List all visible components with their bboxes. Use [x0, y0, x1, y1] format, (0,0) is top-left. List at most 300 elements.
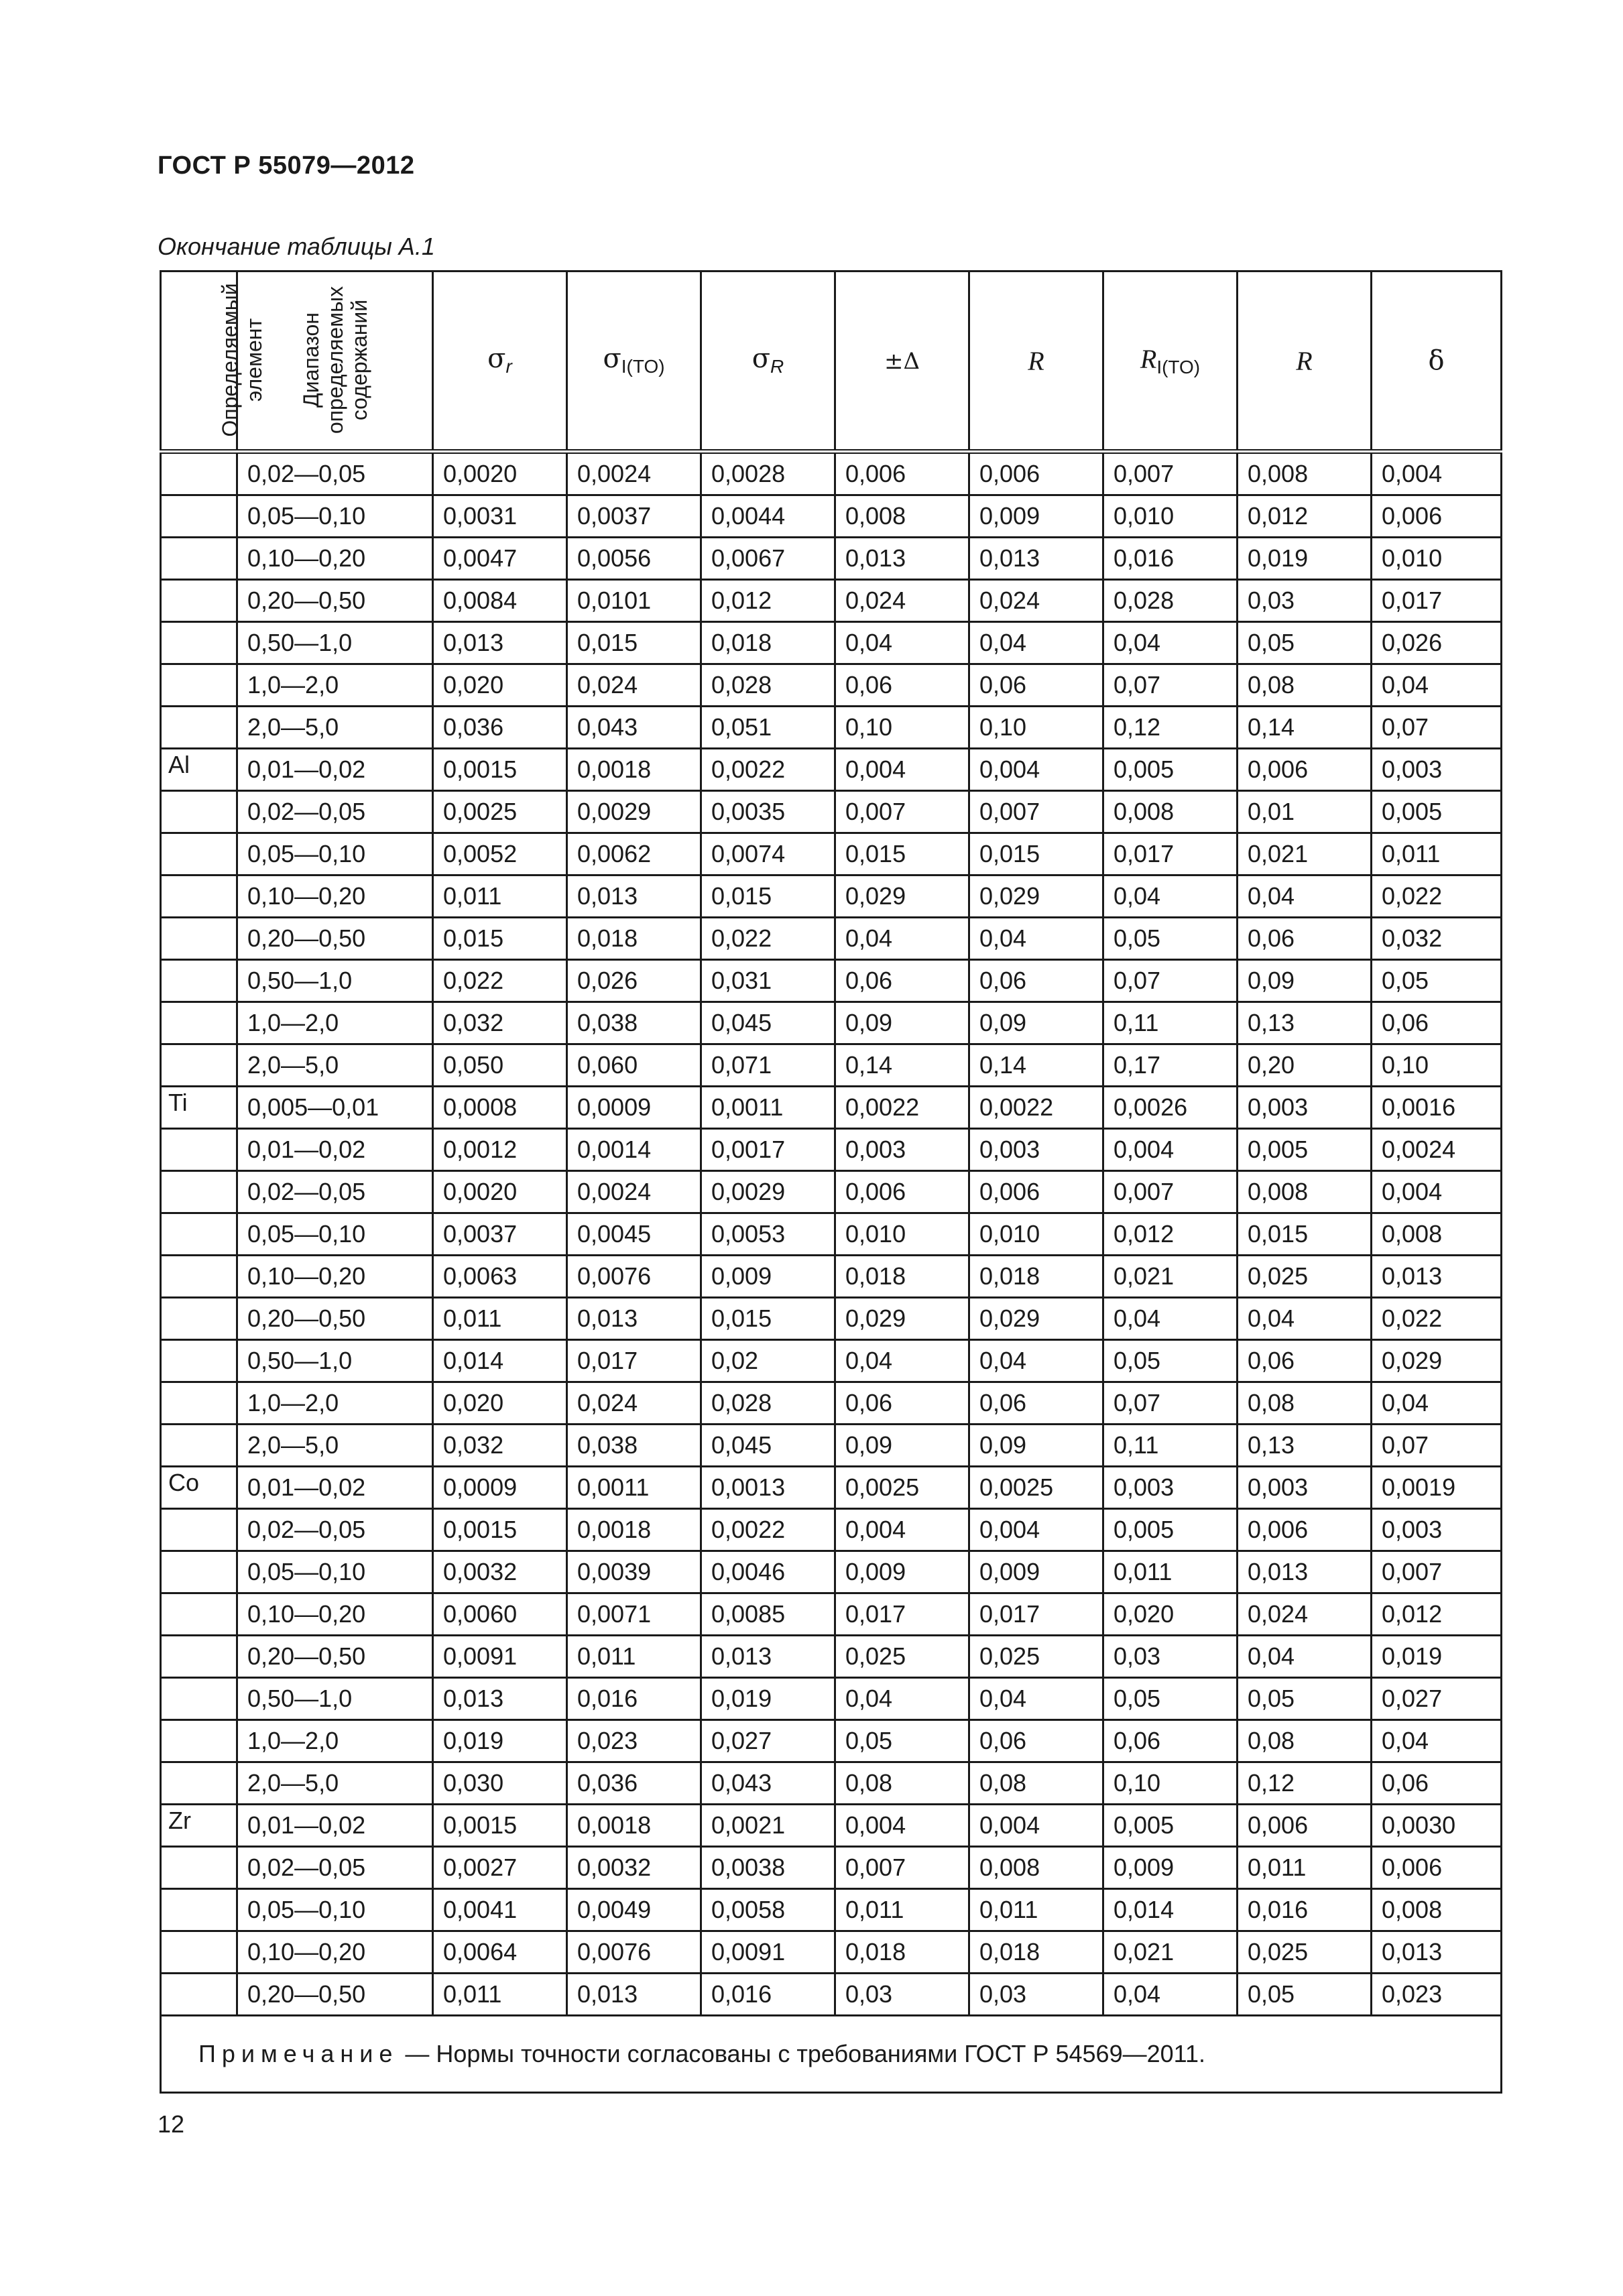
range-cell: 1,0—2,0 [237, 664, 433, 707]
value-cell: 0,022 [433, 960, 567, 1002]
value-cell: 0,021 [1103, 1256, 1238, 1298]
value-cell: 0,0009 [433, 1467, 567, 1509]
value-cell: 0,029 [969, 875, 1103, 918]
value-cell: 0,06 [1372, 1002, 1502, 1044]
table-header-row [161, 271, 1502, 452]
value-cell: 0,028 [701, 1382, 835, 1425]
note-text: — Нормы точности согласованы с требованиями ГОСТ Р 54569—2011. [398, 2040, 1206, 2067]
value-cell: 0,006 [1372, 495, 1502, 538]
value-cell: 0,0037 [433, 1213, 567, 1256]
table-row [161, 960, 1502, 1002]
element-cell [161, 1509, 237, 1551]
value-cell: 0,04 [1238, 1636, 1372, 1678]
value-cell: 0,005 [1238, 1129, 1372, 1171]
value-cell: 0,0018 [567, 1509, 701, 1551]
value-cell: 0,038 [567, 1425, 701, 1467]
value-cell: 0,008 [1238, 452, 1372, 495]
table-row [161, 1678, 1502, 1720]
value-cell: 0,08 [1238, 1382, 1372, 1425]
value-cell: 0,06 [835, 960, 969, 1002]
value-cell: 0,025 [1238, 1931, 1372, 1974]
subscript: I(TO) [621, 356, 665, 377]
range-cell: 2,0—5,0 [237, 707, 433, 749]
element-cell [161, 1298, 237, 1340]
column-header-small-delta [1372, 271, 1502, 452]
value-cell: 0,008 [1238, 1171, 1372, 1213]
value-cell: 0,09 [1238, 960, 1372, 1002]
value-cell: 0,013 [567, 875, 701, 918]
element-cell [161, 1678, 237, 1720]
value-cell: 0,010 [969, 1213, 1103, 1256]
range-cell: 0,50—1,0 [237, 1340, 433, 1382]
element-cell [161, 1636, 237, 1678]
range-cell: 0,05—0,10 [237, 1213, 433, 1256]
table-caption: Окончание таблицы А.1 [158, 233, 435, 260]
value-cell: 0,004 [969, 1805, 1103, 1847]
value-cell: 0,05 [1372, 960, 1502, 1002]
table-body [161, 452, 1502, 2016]
value-cell: 0,007 [835, 791, 969, 833]
value-cell: 0,006 [835, 1171, 969, 1213]
value-cell: 0,003 [1238, 1467, 1372, 1509]
table-row [161, 749, 1502, 791]
value-cell: 0,0031 [433, 495, 567, 538]
range-cell: 0,10—0,20 [237, 538, 433, 580]
value-cell: 0,0035 [701, 791, 835, 833]
value-cell: 0,13 [1238, 1002, 1372, 1044]
value-cell: 0,019 [701, 1678, 835, 1720]
value-cell: 0,05 [1103, 1678, 1238, 1720]
value-cell: 0,04 [969, 918, 1103, 960]
value-cell: 0,025 [969, 1636, 1103, 1678]
element-cell [161, 1002, 237, 1044]
element-cell [161, 580, 237, 622]
subscript: r [505, 356, 512, 377]
value-cell: 0,004 [835, 749, 969, 791]
value-cell: 0,08 [1238, 664, 1372, 707]
value-cell: 0,05 [1238, 1678, 1372, 1720]
value-cell: 0,015 [567, 622, 701, 664]
table-row [161, 1256, 1502, 1298]
table-row [161, 580, 1502, 622]
value-cell: 0,10 [1372, 1044, 1502, 1087]
value-cell: 0,071 [701, 1044, 835, 1087]
value-cell: 0,14 [835, 1044, 969, 1087]
document-title: ГОСТ Р 55079—2012 [158, 152, 415, 180]
table-row [161, 1847, 1502, 1889]
value-cell: 0,04 [1103, 622, 1238, 664]
value-cell: 0,0085 [701, 1593, 835, 1636]
range-cell: 1,0—2,0 [237, 1382, 433, 1425]
column-header-range [237, 271, 433, 452]
value-cell: 0,013 [835, 538, 969, 580]
value-cell: 0,13 [1238, 1425, 1372, 1467]
value-cell: 0,0014 [567, 1129, 701, 1171]
value-cell: 0,08 [1238, 1720, 1372, 1762]
value-cell: 0,14 [1238, 707, 1372, 749]
value-cell: 0,020 [433, 1382, 567, 1425]
table-row [161, 1044, 1502, 1087]
value-cell: 0,007 [969, 791, 1103, 833]
table-row [161, 707, 1502, 749]
value-cell: 0,011 [567, 1636, 701, 1678]
element-cell: Al [161, 749, 237, 791]
value-cell: 0,0056 [567, 538, 701, 580]
value-cell: 0,0037 [567, 495, 701, 538]
table-row [161, 833, 1502, 875]
value-cell: 0,030 [433, 1762, 567, 1805]
value-cell: 0,016 [701, 1974, 835, 2016]
value-cell: 0,032 [433, 1425, 567, 1467]
value-cell: 0,023 [567, 1720, 701, 1762]
value-cell: 0,029 [1372, 1340, 1502, 1382]
value-cell: 0,004 [1372, 452, 1502, 495]
value-cell: 0,04 [835, 1678, 969, 1720]
element-cell [161, 875, 237, 918]
value-cell: 0,043 [567, 707, 701, 749]
value-cell: 0,01 [1238, 791, 1372, 833]
subscript: I(TO) [1156, 357, 1201, 378]
value-cell: 0,045 [701, 1002, 835, 1044]
value-cell: 0,05 [1103, 918, 1238, 960]
table-row [161, 1551, 1502, 1593]
value-cell: 0,07 [1372, 707, 1502, 749]
note-row [161, 2016, 1502, 2093]
value-cell: 0,008 [969, 1847, 1103, 1889]
range-cell: 0,01—0,02 [237, 1129, 433, 1171]
r-symbol: R [1028, 345, 1044, 376]
value-cell: 0,03 [835, 1974, 969, 2016]
value-cell: 0,010 [1372, 538, 1502, 580]
value-cell: 0,17 [1103, 1044, 1238, 1087]
value-cell: 0,0062 [567, 833, 701, 875]
value-cell: 0,0022 [969, 1087, 1103, 1129]
range-cell: 0,20—0,50 [237, 1298, 433, 1340]
table-row [161, 1087, 1502, 1129]
range-cell: 0,20—0,50 [237, 580, 433, 622]
value-cell: 0,0022 [701, 1509, 835, 1551]
value-cell: 0,08 [835, 1762, 969, 1805]
value-cell: 0,025 [1238, 1256, 1372, 1298]
table-row [161, 1213, 1502, 1256]
value-cell: 0,12 [1103, 707, 1238, 749]
value-cell: 0,0064 [433, 1931, 567, 1974]
value-cell: 0,017 [969, 1593, 1103, 1636]
value-cell: 0,04 [1372, 1382, 1502, 1425]
value-cell: 0,06 [835, 664, 969, 707]
value-cell: 0,021 [1103, 1931, 1238, 1974]
value-cell: 0,03 [969, 1974, 1103, 2016]
value-cell: 0,0024 [567, 452, 701, 495]
value-cell: 0,005 [1103, 1805, 1238, 1847]
value-cell: 0,11 [1103, 1425, 1238, 1467]
value-cell: 0,007 [1372, 1551, 1502, 1593]
column-header-r-ito [1103, 271, 1238, 452]
value-cell: 0,020 [1103, 1593, 1238, 1636]
value-cell: 0,013 [567, 1298, 701, 1340]
value-cell: 0,0026 [1103, 1087, 1238, 1129]
table-row [161, 538, 1502, 580]
value-cell: 0,0074 [701, 833, 835, 875]
value-cell: 0,051 [701, 707, 835, 749]
value-cell: 0,022 [1372, 1298, 1502, 1340]
value-cell: 0,004 [1103, 1129, 1238, 1171]
table-row [161, 1425, 1502, 1467]
value-cell: 0,015 [701, 1298, 835, 1340]
value-cell: 0,0032 [567, 1847, 701, 1889]
range-cell: 2,0—5,0 [237, 1044, 433, 1087]
element-cell [161, 452, 237, 495]
element-cell [161, 538, 237, 580]
value-cell: 0,004 [969, 1509, 1103, 1551]
value-cell: 0,003 [1372, 1509, 1502, 1551]
element-cell [161, 1044, 237, 1087]
value-cell: 0,008 [1103, 791, 1238, 833]
column-header-sigma-big-r [701, 271, 835, 452]
value-cell: 0,027 [1372, 1678, 1502, 1720]
value-cell: 0,022 [701, 918, 835, 960]
range-cell: 2,0—5,0 [237, 1762, 433, 1805]
range-cell: 0,01—0,02 [237, 1467, 433, 1509]
value-cell: 0,04 [969, 1340, 1103, 1382]
value-cell: 0,06 [1238, 1340, 1372, 1382]
value-cell: 0,018 [567, 918, 701, 960]
table-row [161, 791, 1502, 833]
value-cell: 0,006 [1238, 1805, 1372, 1847]
value-cell: 0,003 [1372, 749, 1502, 791]
value-cell: 0,05 [835, 1720, 969, 1762]
value-cell: 0,0027 [433, 1847, 567, 1889]
range-cell: 0,05—0,10 [237, 1551, 433, 1593]
range-cell: 0,20—0,50 [237, 918, 433, 960]
value-cell: 0,0011 [567, 1467, 701, 1509]
table-row [161, 664, 1502, 707]
range-cell: 0,05—0,10 [237, 495, 433, 538]
value-cell: 0,017 [567, 1340, 701, 1382]
value-cell: 0,015 [1238, 1213, 1372, 1256]
value-cell: 0,016 [567, 1678, 701, 1720]
value-cell: 0,06 [1372, 1762, 1502, 1805]
value-cell: 0,050 [433, 1044, 567, 1087]
small-delta-symbol: δ [1428, 345, 1445, 376]
value-cell: 0,0030 [1372, 1805, 1502, 1847]
value-cell: 0,012 [1238, 495, 1372, 538]
value-cell: 0,06 [969, 1382, 1103, 1425]
value-cell: 0,013 [1372, 1256, 1502, 1298]
value-cell: 0,028 [701, 664, 835, 707]
table-row [161, 495, 1502, 538]
range-cell: 0,02—0,05 [237, 791, 433, 833]
sigma-symbol: σ [752, 343, 771, 375]
value-cell: 0,04 [1238, 875, 1372, 918]
value-cell: 0,019 [1238, 538, 1372, 580]
column-header-r [969, 271, 1103, 452]
element-cell [161, 833, 237, 875]
value-cell: 0,011 [835, 1889, 969, 1931]
value-cell: 0,004 [835, 1805, 969, 1847]
value-cell: 0,0019 [1372, 1467, 1502, 1509]
table-row [161, 622, 1502, 664]
value-cell: 0,005 [1103, 749, 1238, 791]
value-cell: 0,04 [969, 622, 1103, 664]
value-cell: 0,003 [1103, 1467, 1238, 1509]
value-cell: 0,029 [969, 1298, 1103, 1340]
value-cell: 0,003 [969, 1129, 1103, 1171]
range-cell: 0,10—0,20 [237, 875, 433, 918]
value-cell: 0,0091 [433, 1636, 567, 1678]
value-cell: 0,0039 [567, 1551, 701, 1593]
value-cell: 0,0025 [835, 1467, 969, 1509]
value-cell: 0,005 [1103, 1509, 1238, 1551]
value-cell: 0,0084 [433, 580, 567, 622]
value-cell: 0,0028 [701, 452, 835, 495]
table-row [161, 1805, 1502, 1847]
range-cell: 0,02—0,05 [237, 452, 433, 495]
element-cell [161, 1382, 237, 1425]
value-cell: 0,0044 [701, 495, 835, 538]
range-cell: 0,50—1,0 [237, 960, 433, 1002]
element-cell: Ti [161, 1087, 237, 1129]
value-cell: 0,024 [567, 664, 701, 707]
value-cell: 0,06 [835, 1382, 969, 1425]
value-cell: 0,09 [835, 1425, 969, 1467]
value-cell: 0,11 [1103, 1002, 1238, 1044]
column-label-element: Определяемый элемент [218, 283, 266, 437]
value-cell: 0,013 [701, 1636, 835, 1678]
value-cell: 0,06 [969, 664, 1103, 707]
value-cell: 0,0046 [701, 1551, 835, 1593]
value-cell: 0,013 [969, 538, 1103, 580]
value-cell: 0,024 [969, 580, 1103, 622]
value-cell: 0,026 [567, 960, 701, 1002]
value-cell: 0,022 [1372, 875, 1502, 918]
value-cell: 0,02 [701, 1340, 835, 1382]
value-cell: 0,015 [969, 833, 1103, 875]
element-cell [161, 1889, 237, 1931]
column-header-sigma-ito [567, 271, 701, 452]
value-cell: 0,009 [969, 495, 1103, 538]
r-symbol: R [1296, 345, 1313, 376]
value-cell: 0,045 [701, 1425, 835, 1467]
value-cell: 0,04 [1103, 1974, 1238, 2016]
column-label-range: Диапазон определяемых содержаний [298, 286, 371, 434]
r-symbol: R [1140, 343, 1157, 374]
value-cell: 0,018 [835, 1256, 969, 1298]
range-cell: 0,20—0,50 [237, 1636, 433, 1678]
value-cell: 0,007 [1103, 1171, 1238, 1213]
table-row [161, 1509, 1502, 1551]
value-cell: 0,011 [969, 1889, 1103, 1931]
element-cell [161, 1593, 237, 1636]
value-cell: 0,028 [1103, 580, 1238, 622]
value-cell: 0,0009 [567, 1087, 701, 1129]
value-cell: 0,04 [1238, 1298, 1372, 1340]
value-cell: 0,0060 [433, 1593, 567, 1636]
table-row [161, 1467, 1502, 1509]
value-cell: 0,004 [969, 749, 1103, 791]
value-cell: 0,014 [1103, 1889, 1238, 1931]
value-cell: 0,017 [1372, 580, 1502, 622]
value-cell: 0,011 [433, 1298, 567, 1340]
value-cell: 0,023 [1372, 1974, 1502, 2016]
value-cell: 0,0058 [701, 1889, 835, 1931]
value-cell: 0,019 [433, 1720, 567, 1762]
value-cell: 0,015 [835, 833, 969, 875]
value-cell: 0,032 [433, 1002, 567, 1044]
range-cell: 0,50—1,0 [237, 1678, 433, 1720]
value-cell: 0,04 [1372, 664, 1502, 707]
value-cell: 0,011 [433, 875, 567, 918]
value-cell: 0,013 [1238, 1551, 1372, 1593]
value-cell: 0,0029 [701, 1171, 835, 1213]
table-row [161, 1931, 1502, 1974]
value-cell: 0,0052 [433, 833, 567, 875]
element-cell [161, 1762, 237, 1805]
value-cell: 0,0022 [701, 749, 835, 791]
value-cell: 0,007 [1103, 452, 1238, 495]
value-cell: 0,0018 [567, 749, 701, 791]
element-cell [161, 1931, 237, 1974]
value-cell: 0,07 [1103, 960, 1238, 1002]
value-cell: 0,0025 [433, 791, 567, 833]
value-cell: 0,03 [1238, 580, 1372, 622]
value-cell: 0,0063 [433, 1256, 567, 1298]
value-cell: 0,0015 [433, 749, 567, 791]
value-cell: 0,0011 [701, 1087, 835, 1129]
element-cell [161, 664, 237, 707]
value-cell: 0,013 [1372, 1931, 1502, 1974]
value-cell: 0,018 [969, 1256, 1103, 1298]
value-cell: 0,014 [433, 1340, 567, 1382]
value-cell: 0,043 [701, 1762, 835, 1805]
element-cell [161, 622, 237, 664]
value-cell: 0,20 [1238, 1044, 1372, 1087]
value-cell: 0,12 [1238, 1762, 1372, 1805]
value-cell: 0,016 [1238, 1889, 1372, 1931]
value-cell: 0,011 [433, 1974, 567, 2016]
value-cell: 0,006 [835, 452, 969, 495]
column-header-element [161, 271, 266, 452]
value-cell: 0,006 [969, 1171, 1103, 1213]
value-cell: 0,06 [969, 960, 1103, 1002]
range-cell: 0,02—0,05 [237, 1847, 433, 1889]
element-cell [161, 1171, 237, 1213]
value-cell: 0,012 [1103, 1213, 1238, 1256]
value-cell: 0,0015 [433, 1805, 567, 1847]
element-cell [161, 1720, 237, 1762]
table-row [161, 1593, 1502, 1636]
value-cell: 0,0071 [567, 1593, 701, 1636]
table-note [161, 2016, 1502, 2093]
range-cell: 0,20—0,50 [237, 1974, 433, 2016]
range-cell: 2,0—5,0 [237, 1425, 433, 1467]
value-cell: 0,0024 [567, 1171, 701, 1213]
value-cell: 0,10 [1103, 1762, 1238, 1805]
value-cell: 0,024 [1238, 1593, 1372, 1636]
element-cell [161, 1847, 237, 1889]
value-cell: 0,016 [1103, 538, 1238, 580]
range-cell: 0,01—0,02 [237, 749, 433, 791]
value-cell: 0,010 [835, 1213, 969, 1256]
value-cell: 0,0017 [701, 1129, 835, 1171]
element-cell [161, 1129, 237, 1171]
value-cell: 0,03 [1103, 1636, 1238, 1678]
table-row [161, 1720, 1502, 1762]
range-cell: 0,50—1,0 [237, 622, 433, 664]
subscript: R [770, 356, 784, 377]
value-cell: 0,0076 [567, 1931, 701, 1974]
value-cell: 0,019 [1372, 1636, 1502, 1678]
